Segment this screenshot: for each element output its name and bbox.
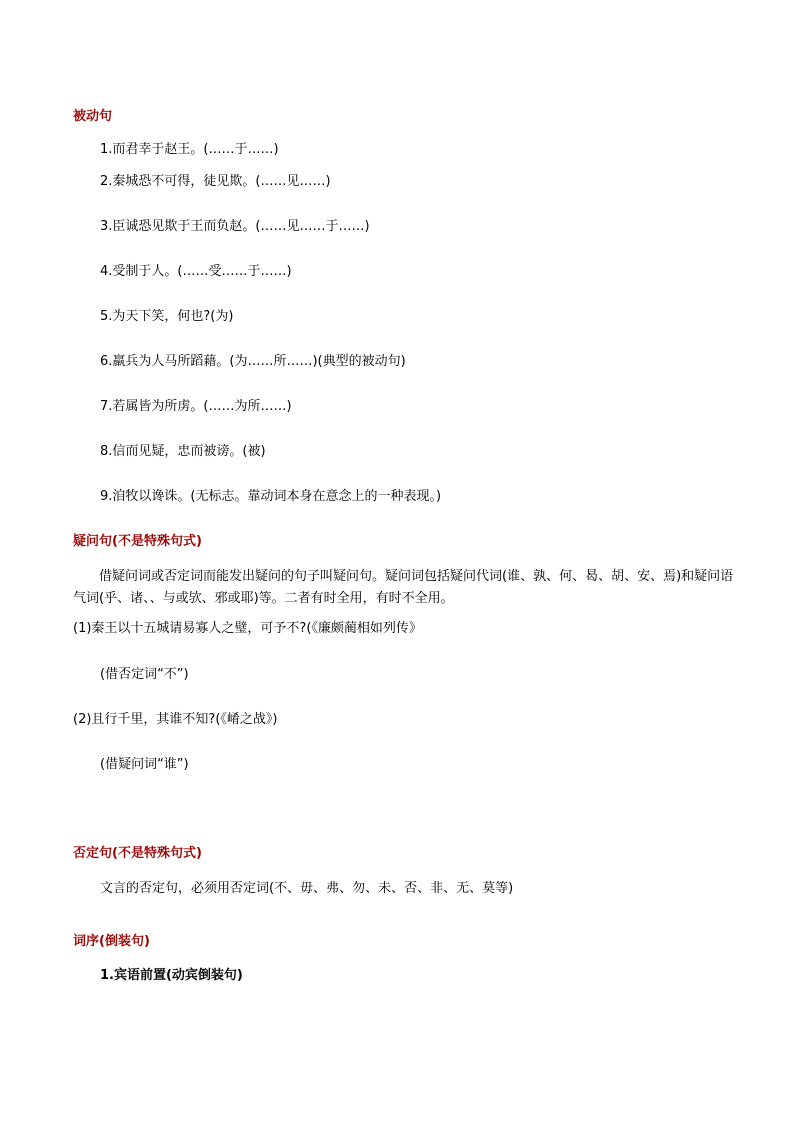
passive-item-6: 6.羸兵为人马所蹈藉。(为……所……)(典型的被动句) [100,354,406,369]
section-heading-negative: 否定句(不是特殊句式) [73,846,202,861]
passive-item-4: 4.受制于人。(……受……于……) [100,264,292,279]
negative-description: 文言的否定句，必须用否定词(不、毋、弗、勿、未、否、非、无、莫等) [100,881,514,896]
interrogative-note-1: (借否定词“不”) [100,667,189,682]
interrogative-note-2: (借疑问词“谁”) [100,757,189,772]
interrogative-example-2: (2)且行千里，其谁不知?(《崤之战》) [73,712,278,727]
passive-item-3: 3.臣诚恐见欺于王而负赵。(……见……于……) [100,219,370,234]
passive-item-2: 2.秦城恐不可得，徒见欺。(……见……) [100,174,331,189]
passive-item-1: 1.而君幸于赵王。(……于……) [100,142,279,157]
interrogative-example-1: (1)秦王以十五城请易寡人之璧，可予不?(《廉颇蔺相如列传》 [73,621,422,636]
section-heading-interrogative: 疑问句(不是特殊句式) [73,534,202,549]
interrogative-intro: 借疑问词或否定词而能发出疑问的句子叫疑问句。疑问词包括疑问代词(谁、孰、何、曷、胡、安、焉)和疑问语气词(乎、诸、、与或欤、邪或耶)等。二者有时全用，有时不全用。 [73,569,734,606]
passive-item-7: 7.若属皆为所虏。(……为所……) [100,399,292,414]
passive-item-8: 8.信而见疑，忠而被谤。(被) [100,444,266,459]
passive-item-5: 5.为天下笑，何也?(为) [100,309,234,324]
word-order-subheading: 1.宾语前置(动宾倒装句) [100,968,243,983]
passive-item-9: 9.洎牧以谗诛。(无标志。靠动词本身在意念上的一种表现。) [100,489,442,504]
section-heading-word-order: 词序(倒装句) [73,934,150,949]
section-heading-passive: 被动句 [73,109,113,124]
